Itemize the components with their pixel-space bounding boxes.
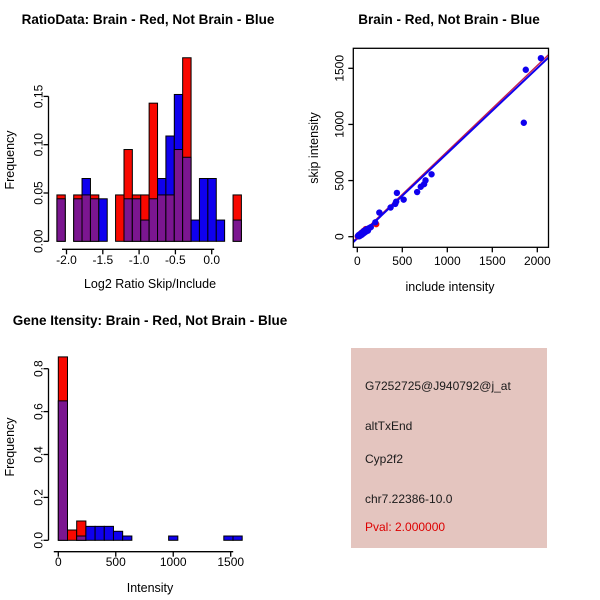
histogram-bar (233, 536, 242, 540)
x-tick-label: 0 (353, 254, 361, 268)
histogram-bar-overlap (132, 199, 140, 242)
x-axis-label: include intensity (405, 280, 495, 294)
y-tick-label: 1500 (332, 54, 347, 82)
y-tick-label: 0.15 (31, 84, 46, 109)
histogram-bar (86, 526, 95, 540)
chart-title: RatioData: Brain - Red, Not Brain - Blue (21, 12, 275, 27)
histogram-bar-overlap (149, 199, 157, 242)
histogram-bar (191, 220, 199, 241)
y-tick-label: 0.05 (31, 181, 46, 205)
location-text: chr7.22386-10.0 (365, 492, 453, 506)
x-tick-label: 500 (105, 555, 126, 569)
histogram-bar-overlap (82, 195, 90, 241)
y-tick-label: 0.6 (31, 403, 46, 420)
histogram-bar-overlap (166, 195, 174, 241)
intensity-scatter-panel (300, 0, 600, 300)
histogram-bar (99, 199, 107, 242)
y-tick-label: 0.00 (31, 229, 46, 253)
y-tick-label: 0.2 (31, 489, 46, 506)
x-tick-label: 0.0 (203, 253, 221, 267)
scatter-point-blue (538, 55, 544, 61)
x-tick-label: 0 (54, 555, 62, 569)
histogram-bar-overlap (141, 220, 149, 241)
histogram-bar (95, 526, 104, 540)
histogram-bar (123, 536, 132, 540)
x-tick-label: 1500 (217, 555, 245, 569)
fit-line (352, 57, 549, 243)
x-tick-label: 2000 (523, 254, 551, 268)
y-tick-label: 0.8 (31, 360, 46, 378)
y-tick-label: 0.4 (31, 446, 46, 463)
histogram-bar-overlap (57, 199, 65, 242)
x-tick-label: 1500 (478, 254, 506, 268)
scatter-point-blue (428, 171, 434, 177)
scatter-point-blue (414, 189, 420, 195)
scatter-point-blue (394, 190, 400, 196)
x-axis-label: Intensity (126, 581, 174, 595)
histogram-bar-overlap (124, 199, 132, 242)
scatter-point-blue (372, 219, 378, 225)
histogram-bar-overlap (174, 150, 182, 242)
scatter-point-blue (368, 224, 374, 230)
histogram-bar-overlap (158, 195, 166, 241)
histogram-bar (113, 531, 122, 540)
x-tick-label: 1000 (433, 254, 461, 268)
chart-title: Brain - Red, Not Brain - Blue (358, 12, 540, 27)
y-tick-label: 500 (332, 170, 347, 191)
histogram-bar (116, 195, 124, 241)
histogram-bar (104, 526, 113, 540)
y-axis-label: Frequency (3, 130, 17, 190)
histogram-bar (208, 179, 216, 242)
scatter-point-blue (376, 209, 382, 215)
histogram-bar-overlap (74, 199, 82, 242)
histogram-bar-overlap (90, 199, 98, 242)
ratio-histogram-panel (0, 0, 300, 300)
histogram-bar-overlap (233, 220, 241, 241)
y-tick-label: 0.0 (31, 531, 46, 549)
gene-info-panel (351, 348, 547, 548)
scatter-point-blue (393, 198, 399, 204)
event-type-text: altTxEnd (365, 419, 413, 433)
histogram-bar-overlap (77, 536, 86, 540)
histogram-bar (67, 530, 76, 540)
gene-name-text: Cyp2f2 (365, 452, 404, 466)
scatter-point-blue (523, 67, 529, 73)
scatter-point-blue (400, 196, 406, 202)
pval-text: Pval: 2.000000 (365, 520, 446, 534)
histogram-bar (169, 536, 178, 540)
x-tick-label: -0.5 (165, 253, 186, 267)
x-tick-label: -1.0 (128, 253, 150, 267)
x-tick-label: 500 (392, 254, 413, 268)
histogram-bar (224, 536, 233, 540)
scatter-point-blue (422, 177, 428, 183)
fit-lines-group (352, 54, 549, 243)
y-tick-label: 0.10 (31, 133, 46, 157)
y-tick-label: 1000 (332, 111, 347, 138)
y-axis-label: skip intensity (307, 112, 321, 184)
y-axis-label: Frequency (3, 417, 17, 477)
x-tick-label: -2.0 (56, 253, 77, 267)
histogram-bar-overlap (183, 157, 191, 241)
histogram-bar (216, 220, 224, 241)
probe-id-text: G7252725@J940792@j_at (365, 379, 511, 393)
histogram-bar-overlap (58, 401, 67, 540)
gene-intensity-histogram-panel (0, 300, 300, 600)
histogram-bar (199, 179, 207, 242)
x-tick-label: 1000 (159, 555, 187, 569)
chart-title: Gene Itensity: Brain - Red, Not Brain - Blue (12, 313, 288, 328)
scatter-point-blue (521, 120, 527, 126)
x-axis-label: Log2 Ratio Skip/Include (83, 277, 217, 291)
x-tick-label: -1.5 (92, 253, 114, 267)
y-tick-label: 0 (332, 233, 347, 241)
